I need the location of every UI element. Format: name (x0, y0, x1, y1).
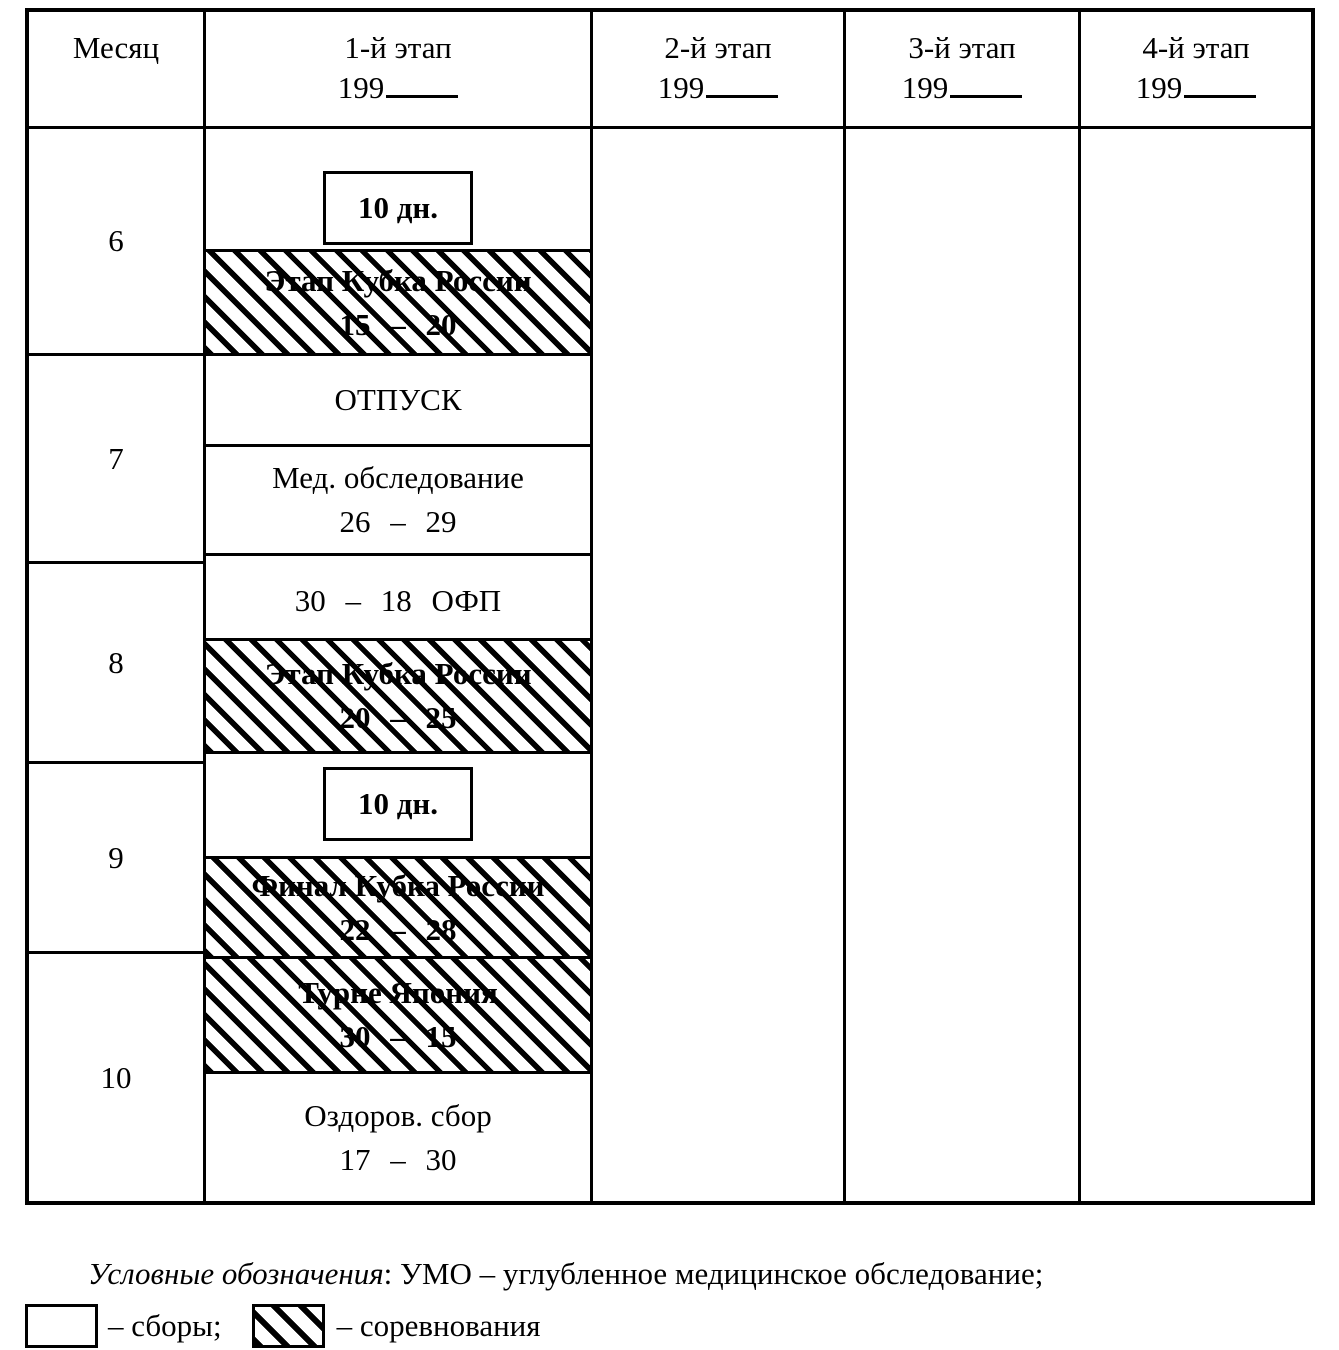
competition-block-cup-stage-june (206, 252, 590, 356)
legend-intro-italic: Условные обозначения (88, 1256, 384, 1291)
stage-4-header-year: 199 (1081, 68, 1311, 108)
stage-4-empty-cell (1081, 129, 1311, 1201)
recovery-camp-title: Оздоров. сбор (304, 1097, 492, 1133)
legend (25, 1256, 1317, 1348)
stage-3-header (846, 12, 1078, 129)
month-header-label: Месяц (72, 30, 160, 65)
ofp-block (206, 556, 590, 641)
stage-1-header-label: 1-й этап (344, 30, 452, 65)
competition-title: Этап Кубка России (264, 262, 532, 298)
stage-1-header (206, 12, 590, 129)
stage-4-header (1081, 12, 1311, 129)
competition-title: Финал Кубка России (251, 867, 545, 903)
stage-2-header-label: 2-й этап (664, 30, 772, 65)
competition-block-cup-stage-august (206, 641, 590, 754)
competition-block-cup-final (206, 859, 590, 959)
competition-title: Турне Япония (298, 975, 498, 1010)
month-cell-7: 7 (29, 356, 203, 564)
recovery-camp-dates: 17 – 30 (339, 1141, 457, 1177)
year-blank-line (1184, 69, 1256, 98)
camp-days-box: 10 дн. (323, 171, 473, 245)
camp-block-month-6 (206, 129, 590, 252)
competition-dates: 15 – 20 (339, 306, 457, 342)
month-cell-9: 9 (29, 764, 203, 954)
stage-4-header-label: 4-й этап (1142, 30, 1250, 65)
vacation-block (206, 356, 590, 447)
recovery-camp-block (206, 1074, 590, 1201)
camp-block-month-9 (206, 754, 590, 859)
competition-dates: 22 – 28 (339, 911, 457, 947)
competition-title: Этап Кубка России (264, 656, 532, 691)
stage-2-column (593, 12, 846, 1201)
legend-swatches-row (25, 1304, 1317, 1348)
training-schedule-table (25, 8, 1315, 1205)
year-blank-line (386, 69, 458, 98)
year-blank-line (950, 69, 1022, 98)
stage-2-empty-cell (593, 129, 843, 1201)
month-cell-6: 6 (29, 129, 203, 356)
camp-swatch-label: – сборы; (108, 1308, 222, 1343)
competition-block-japan-tour (206, 959, 590, 1074)
stage-1-header-year: 199 (206, 68, 590, 108)
camp-days-box: 10 дн. (323, 767, 473, 841)
competition-swatch-label: – соревнования (336, 1308, 541, 1343)
month-column (29, 12, 206, 1201)
stage-4-column (1081, 12, 1311, 1201)
month-cell-8: 8 (29, 564, 203, 764)
month-cell-10: 10 (100, 1059, 132, 1095)
stage-3-empty-cell (846, 129, 1078, 1201)
ofp-label: 30 – 18 ОФП (294, 583, 502, 618)
stage-3-column (846, 12, 1081, 1201)
medical-exam-block (206, 447, 590, 556)
stage-2-header-year: 199 (593, 68, 843, 108)
competition-dates: 20 – 25 (339, 700, 457, 735)
legend-intro-rest: : УМО – углубленное медицинское обследование; (383, 1256, 1044, 1291)
stage-1-column (206, 12, 593, 1201)
medical-exam-dates: 26 – 29 (339, 504, 457, 539)
stage-3-header-year: 199 (846, 68, 1078, 108)
year-blank-line (706, 69, 778, 98)
stage-3-header-label: 3-й этап (908, 30, 1016, 65)
month-column-header (29, 12, 203, 129)
competition-dates: 30 – 15 (339, 1019, 457, 1054)
vacation-label: ОТПУСК (334, 382, 462, 417)
legend-intro (25, 1256, 1317, 1292)
camp-swatch (25, 1304, 98, 1348)
stage-2-header (593, 12, 843, 129)
medical-exam-title: Мед. обследование (272, 460, 524, 495)
competition-swatch (252, 1304, 325, 1348)
